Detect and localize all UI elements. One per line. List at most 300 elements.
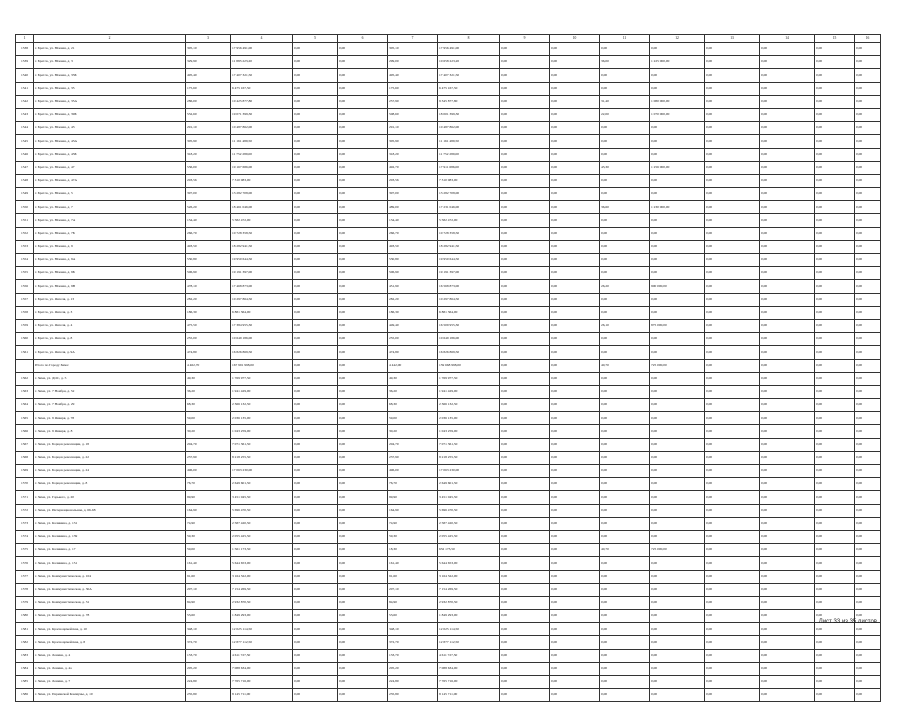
value-cell: 0,00 <box>550 69 600 82</box>
value-cell: 0,00 <box>705 346 760 359</box>
value-cell: 0,00 <box>293 662 338 675</box>
row-number-cell: 1547 <box>16 161 34 174</box>
table-row <box>16 385 881 398</box>
value-cell: 0,00 <box>650 636 705 649</box>
value-cell: 0,00 <box>650 662 705 675</box>
value-cell: 4 442,00 <box>388 359 438 372</box>
value-cell: 0,00 <box>705 227 760 240</box>
value-cell: 0,00 <box>815 465 855 478</box>
row-number-cell: 1549 <box>16 188 34 201</box>
value-cell: 0,00 <box>550 240 600 253</box>
value-cell: 0,00 <box>705 372 760 385</box>
address-cell: г. Братск, ул. Южная, д. 43А <box>34 135 186 148</box>
value-cell: 0,00 <box>650 372 705 385</box>
value-cell: 0,00 <box>338 174 388 187</box>
value-cell: 0,00 <box>293 478 338 491</box>
value-cell: 0,00 <box>500 372 550 385</box>
value-cell: 0,00 <box>500 43 550 56</box>
value-cell: 475,50 <box>186 319 231 332</box>
value-cell: 7 088 634,00 <box>231 662 293 675</box>
value-cell: 0,00 <box>293 122 338 135</box>
value-cell: 0,00 <box>760 530 815 543</box>
value-cell: 0,00 <box>293 240 338 253</box>
value-cell: 266,70 <box>186 227 231 240</box>
value-cell: 0,00 <box>815 43 855 56</box>
value-cell: 59,30 <box>388 530 438 543</box>
value-cell: 0,00 <box>550 517 600 530</box>
value-cell: 0,00 <box>760 56 815 69</box>
address-cell: г. Зима, ул. Коммунистическая, д. 30А <box>34 583 186 596</box>
value-cell: 0,00 <box>815 267 855 280</box>
value-cell: 0,00 <box>650 346 705 359</box>
value-cell: 0,00 <box>855 346 881 359</box>
value-cell: 1 230 000,00 <box>650 201 705 214</box>
value-cell: 0,00 <box>705 399 760 412</box>
value-cell: 478,10 <box>186 280 231 293</box>
value-cell: 0,00 <box>855 399 881 412</box>
address-cell: г. Зима, ул. Коммунистическая, д. 31 <box>34 596 186 609</box>
row-number-cell: 1561 <box>16 346 34 359</box>
value-cell: 0,00 <box>855 583 881 596</box>
value-cell: 17 063 230,00 <box>231 465 293 478</box>
table-row <box>16 412 881 425</box>
value-cell: 0,00 <box>550 544 600 557</box>
value-cell: 0,00 <box>855 254 881 267</box>
value-cell: 0,00 <box>855 517 881 530</box>
value-cell: 0,00 <box>650 69 705 82</box>
value-cell: 0,00 <box>855 610 881 623</box>
address-cell: г. Зима, ул. Интернациональная, д. 66-68 <box>34 504 186 517</box>
value-cell: 43,30 <box>600 161 650 174</box>
value-cell: 133,70 <box>186 649 231 662</box>
value-cell: 0,00 <box>500 293 550 306</box>
table-row <box>16 333 881 346</box>
value-cell: 2 055 425,50 <box>438 530 500 543</box>
row-number-cell: 1586 <box>16 689 34 702</box>
page-counter: Лист 33 из 35 листов <box>818 619 877 625</box>
value-cell: 0,00 <box>760 82 815 95</box>
value-cell: 0,00 <box>650 570 705 583</box>
row-number-cell: 1583 <box>16 649 34 662</box>
value-cell: 0,00 <box>760 385 815 398</box>
table-row <box>16 201 881 214</box>
value-cell: 0,00 <box>705 359 760 372</box>
row-number-cell: 1582 <box>16 636 34 649</box>
value-cell: 1 043 259,00 <box>438 425 500 438</box>
value-cell: 0,00 <box>293 95 338 108</box>
value-cell: 0,00 <box>600 636 650 649</box>
value-cell: 10 728 358,50 <box>438 227 500 240</box>
value-cell: 0,00 <box>760 359 815 372</box>
value-cell: 16 826 869,50 <box>231 346 293 359</box>
value-cell: 11 752 289,00 <box>231 148 293 161</box>
value-cell: 7 310 083,00 <box>438 174 500 187</box>
value-cell: 348,10 <box>388 623 438 636</box>
value-cell: 0,00 <box>338 161 388 174</box>
value-cell: 4 611 727,50 <box>438 649 500 662</box>
value-cell: 0,00 <box>293 108 338 121</box>
value-cell: 1 070 000,00 <box>650 108 705 121</box>
value-cell: 36,20 <box>186 385 231 398</box>
value-cell: 0,00 <box>550 438 600 451</box>
value-cell: 305,90 <box>388 135 438 148</box>
value-cell: 0,00 <box>550 399 600 412</box>
value-cell: 0,00 <box>705 465 760 478</box>
value-cell: 0,00 <box>293 359 338 372</box>
value-cell: 1 080 000,00 <box>650 95 705 108</box>
value-cell: 0,00 <box>293 557 338 570</box>
value-cell: 203,56 <box>186 174 231 187</box>
row-number-cell: 1546 <box>16 148 34 161</box>
value-cell: 0,00 <box>500 399 550 412</box>
value-cell: 0,00 <box>760 623 815 636</box>
value-cell: 329,90 <box>186 56 231 69</box>
value-cell: 0,00 <box>855 201 881 214</box>
value-cell: 0,00 <box>550 610 600 623</box>
value-cell: 0,00 <box>815 95 855 108</box>
value-cell: 0,00 <box>338 56 388 69</box>
value-cell: 0,00 <box>500 161 550 174</box>
value-cell: 0,00 <box>760 43 815 56</box>
value-cell: 0,00 <box>855 425 881 438</box>
column-number-cell: 13 <box>705 35 760 43</box>
value-cell: 0,00 <box>338 122 388 135</box>
value-cell: 0,00 <box>815 161 855 174</box>
value-cell: 291,10 <box>186 122 231 135</box>
value-cell: 0,00 <box>760 122 815 135</box>
row-number-cell: 1570 <box>16 478 34 491</box>
value-cell: 0,00 <box>760 662 815 675</box>
value-cell: 0,00 <box>815 174 855 187</box>
value-cell: 0,00 <box>338 570 388 583</box>
value-cell: 725 000,00 <box>650 359 705 372</box>
value-cell: 0,00 <box>650 254 705 267</box>
value-cell: 532,60 <box>186 108 231 121</box>
value-cell: 0,00 <box>500 649 550 662</box>
value-cell: 0,00 <box>600 570 650 583</box>
value-cell: 0,00 <box>815 319 855 332</box>
row-number-cell: 1540 <box>16 69 34 82</box>
value-cell: 0,00 <box>650 385 705 398</box>
value-cell: 0,00 <box>550 570 600 583</box>
row-number-cell: 1584 <box>16 662 34 675</box>
value-cell: 207,10 <box>186 583 231 596</box>
value-cell: 3 164 322,00 <box>438 570 500 583</box>
value-cell: 0,00 <box>760 174 815 187</box>
row-number-cell: 1577 <box>16 570 34 583</box>
value-cell: 0,00 <box>550 636 600 649</box>
value-cell: 0,00 <box>815 662 855 675</box>
address-cell: г. Зима, ул. Ленина, д. 7 <box>34 676 186 689</box>
value-cell: 167 991 998,00 <box>231 359 293 372</box>
value-cell: 0,00 <box>293 610 338 623</box>
value-cell: 84,90 <box>388 596 438 609</box>
value-cell: 2 036 135,00 <box>231 412 293 425</box>
row-number-cell: 1566 <box>16 425 34 438</box>
value-cell: 0,00 <box>705 188 760 201</box>
value-cell: 0,00 <box>600 517 650 530</box>
address-cell: г. Зима, ул. Ленина, д. 4а <box>34 662 186 675</box>
value-cell: 8 218 255,50 <box>231 451 293 464</box>
value-cell: 0,00 <box>760 557 815 570</box>
value-cell: 0,00 <box>500 280 550 293</box>
value-cell: 0,00 <box>500 188 550 201</box>
table-row <box>16 319 881 332</box>
value-cell: 0,00 <box>550 662 600 675</box>
value-cell: 0,00 <box>600 306 650 319</box>
value-cell: 0,00 <box>855 557 881 570</box>
value-cell: 186,30 <box>388 306 438 319</box>
value-cell: 0,00 <box>650 306 705 319</box>
address-cell: г. Братск, ул. Южная, д. 9А <box>34 254 186 267</box>
column-number-cell: 11 <box>600 35 650 43</box>
value-cell: 0,00 <box>815 557 855 570</box>
table-row <box>16 174 881 187</box>
value-cell: 0,00 <box>500 333 550 346</box>
table-row <box>16 610 881 623</box>
value-cell: 0,00 <box>705 161 760 174</box>
column-number-cell: 3 <box>186 35 231 43</box>
value-cell: 59,00 <box>186 544 231 557</box>
value-cell: 0,00 <box>650 438 705 451</box>
value-cell: 0,00 <box>293 227 338 240</box>
value-cell: 0,00 <box>500 610 550 623</box>
value-cell: 0,00 <box>705 636 760 649</box>
value-cell: 0,00 <box>600 43 650 56</box>
table-row <box>16 254 881 267</box>
value-cell: 0,00 <box>760 69 815 82</box>
value-cell: 299,00 <box>388 56 438 69</box>
value-cell: 68,30 <box>186 399 231 412</box>
value-cell: 0,00 <box>760 161 815 174</box>
value-cell: 12 025 114,50 <box>438 623 500 636</box>
value-cell: 0,00 <box>500 517 550 530</box>
value-cell: 0,00 <box>293 385 338 398</box>
value-cell: 91,60 <box>388 570 438 583</box>
value-cell: 31,40 <box>600 95 650 108</box>
value-cell: 0,00 <box>600 135 650 148</box>
value-cell: 0,00 <box>705 82 760 95</box>
value-cell: 12 877 112,50 <box>438 636 500 649</box>
value-cell: 0,00 <box>705 267 760 280</box>
value-cell: 0,00 <box>600 188 650 201</box>
value-cell: 0,00 <box>500 82 550 95</box>
value-cell: 7 310 083,00 <box>231 174 293 187</box>
value-cell: 0,00 <box>815 254 855 267</box>
value-cell: 19 167 686,00 <box>231 161 293 174</box>
value-cell: 0,00 <box>705 425 760 438</box>
value-cell: 159 668 998,00 <box>438 359 500 372</box>
value-cell: 0,00 <box>338 478 388 491</box>
value-cell: 0,00 <box>338 438 388 451</box>
value-cell: 0,00 <box>550 623 600 636</box>
value-cell: 0,00 <box>293 267 338 280</box>
value-cell: 17 407 321,50 <box>231 69 293 82</box>
value-cell: 0,00 <box>500 214 550 227</box>
value-cell: 0,00 <box>815 583 855 596</box>
value-cell: 17 956 491,00 <box>231 43 293 56</box>
value-cell: 255,00 <box>388 333 438 346</box>
value-cell: 0,00 <box>500 478 550 491</box>
value-cell: 2 649 601,50 <box>231 478 293 491</box>
value-cell: 0,00 <box>760 267 815 280</box>
value-cell: 0,00 <box>338 636 388 649</box>
value-cell: 0,00 <box>600 478 650 491</box>
value-cell: 0,00 <box>855 465 881 478</box>
value-cell: 0,00 <box>338 188 388 201</box>
value-cell: 0,00 <box>500 438 550 451</box>
value-cell: 0,00 <box>815 69 855 82</box>
value-cell: 13 282 708,00 <box>438 188 500 201</box>
address-cell: г. Братск, ул. Южная, д. 35А <box>34 95 186 108</box>
value-cell: 0,00 <box>855 148 881 161</box>
value-cell: 0,00 <box>600 465 650 478</box>
value-cell: 11 883 223,20 <box>231 56 293 69</box>
value-cell: 0,00 <box>600 425 650 438</box>
value-cell: 0,00 <box>705 662 760 675</box>
value-cell: 133,70 <box>388 649 438 662</box>
value-cell: 84,90 <box>186 596 231 609</box>
row-number-cell: 1553 <box>16 240 34 253</box>
value-cell: 0,00 <box>338 108 388 121</box>
value-cell: 0,00 <box>600 174 650 187</box>
value-cell: 0,00 <box>550 346 600 359</box>
value-cell: 30,20 <box>186 425 231 438</box>
value-cell: 0,00 <box>650 267 705 280</box>
row-number-cell: 1567 <box>16 438 34 451</box>
value-cell: 16 568 873,00 <box>438 280 500 293</box>
value-cell: 0,00 <box>815 399 855 412</box>
value-cell: 9 345 877,80 <box>438 95 500 108</box>
value-cell: 0,00 <box>500 201 550 214</box>
value-cell: 0,00 <box>293 412 338 425</box>
value-cell: 318,20 <box>388 148 438 161</box>
value-cell: 0,00 <box>550 280 600 293</box>
value-cell: 0,00 <box>500 122 550 135</box>
table-row <box>16 122 881 135</box>
address-cell: г. Братск, ул. Южная, д. 35 <box>34 82 186 95</box>
value-cell: 0,00 <box>650 43 705 56</box>
value-cell: 0,00 <box>650 451 705 464</box>
value-cell: 0,00 <box>600 214 650 227</box>
value-cell: 0,00 <box>338 544 388 557</box>
address-cell: г. Братск, ул. Южная, д. 7 <box>34 201 186 214</box>
register-table <box>15 34 881 702</box>
value-cell: 0,00 <box>705 95 760 108</box>
value-cell: 0,00 <box>705 69 760 82</box>
value-cell: 0,00 <box>650 676 705 689</box>
value-cell: 0,00 <box>550 174 600 187</box>
value-cell: 0,00 <box>705 623 760 636</box>
value-cell: 4 462,70 <box>186 359 231 372</box>
value-cell: 0,00 <box>650 122 705 135</box>
value-cell: 0,00 <box>705 504 760 517</box>
value-cell: 11 161 489,50 <box>231 135 293 148</box>
value-cell: 10 649 186,00 <box>231 333 293 346</box>
value-cell: 0,00 <box>760 649 815 662</box>
address-cell: г. Братск, ул. Южная, д. 9В <box>34 280 186 293</box>
value-cell: 0,00 <box>500 385 550 398</box>
value-cell: 0,00 <box>760 201 815 214</box>
value-cell: 0,00 <box>338 610 388 623</box>
value-cell: 0,00 <box>760 610 815 623</box>
value-cell: 0,00 <box>815 544 855 557</box>
value-cell: 0,00 <box>600 346 650 359</box>
value-cell: 372,70 <box>388 636 438 649</box>
value-cell: 0,00 <box>855 174 881 187</box>
value-cell: 18,30 <box>388 544 438 557</box>
value-cell: 0,00 <box>815 689 855 702</box>
value-cell: 530,80 <box>186 254 231 267</box>
column-number-cell: 12 <box>650 35 705 43</box>
value-cell: 26,20 <box>600 280 650 293</box>
value-cell: 0,00 <box>500 425 550 438</box>
value-cell: 3 451 045,50 <box>231 491 293 504</box>
value-cell: 0,00 <box>600 227 650 240</box>
value-cell: 237,90 <box>388 451 438 464</box>
value-cell: 0,00 <box>815 478 855 491</box>
value-cell: 0,00 <box>600 689 650 702</box>
value-cell: 0,00 <box>650 227 705 240</box>
value-cell: 0,00 <box>293 623 338 636</box>
value-cell: 0,00 <box>293 544 338 557</box>
table-row <box>16 148 881 161</box>
value-cell: 0,00 <box>760 293 815 306</box>
address-cell: г. Братск, ул. Южная, д. 47А <box>34 174 186 187</box>
row-number-cell: 1556 <box>16 280 34 293</box>
value-cell: 875 000,00 <box>650 319 705 332</box>
value-cell: 0,00 <box>815 491 855 504</box>
value-cell: 305,90 <box>186 135 231 148</box>
value-cell: 0,00 <box>550 596 600 609</box>
value-cell: 0,00 <box>600 530 650 543</box>
value-cell: 76,70 <box>388 478 438 491</box>
address-cell: г. Зима, ул. Борцов революции, д. 8 <box>34 478 186 491</box>
value-cell: 0,00 <box>855 82 881 95</box>
value-cell: 224,80 <box>186 676 231 689</box>
value-cell: 53,60 <box>186 610 231 623</box>
value-cell: 19 950 644,50 <box>231 254 293 267</box>
value-cell: 0,00 <box>760 425 815 438</box>
value-cell: 0,00 <box>815 333 855 346</box>
value-cell: 282,20 <box>186 293 231 306</box>
value-cell: 0,00 <box>815 504 855 517</box>
value-cell: 0,00 <box>705 280 760 293</box>
value-cell: 0,00 <box>705 544 760 557</box>
value-cell: 0,00 <box>650 596 705 609</box>
row-number-cell: 1575 <box>16 544 34 557</box>
value-cell: 0,00 <box>760 689 815 702</box>
value-cell: 2 366 132,50 <box>438 399 500 412</box>
address-cell: г. Зима, ул. Парижской Коммуны, д. 10 <box>34 689 186 702</box>
value-cell: 0,00 <box>705 148 760 161</box>
value-cell: 0,00 <box>293 504 338 517</box>
table-row <box>16 56 881 69</box>
value-cell: 0,00 <box>338 240 388 253</box>
value-cell: 489,00 <box>388 201 438 214</box>
value-cell: 18 282 941,50 <box>438 240 500 253</box>
value-cell: 22,00 <box>600 108 650 121</box>
value-cell: 0,00 <box>650 148 705 161</box>
value-cell: 0,00 <box>600 557 650 570</box>
value-cell: 0,00 <box>550 649 600 662</box>
value-cell: 0,00 <box>550 530 600 543</box>
value-cell: 0,00 <box>338 451 388 464</box>
value-cell: 0,00 <box>650 465 705 478</box>
value-cell: 1 769 977,50 <box>438 372 500 385</box>
value-cell: 0,00 <box>500 135 550 148</box>
address-cell: г. Братск, ул. Южная, д. 47 <box>34 161 186 174</box>
